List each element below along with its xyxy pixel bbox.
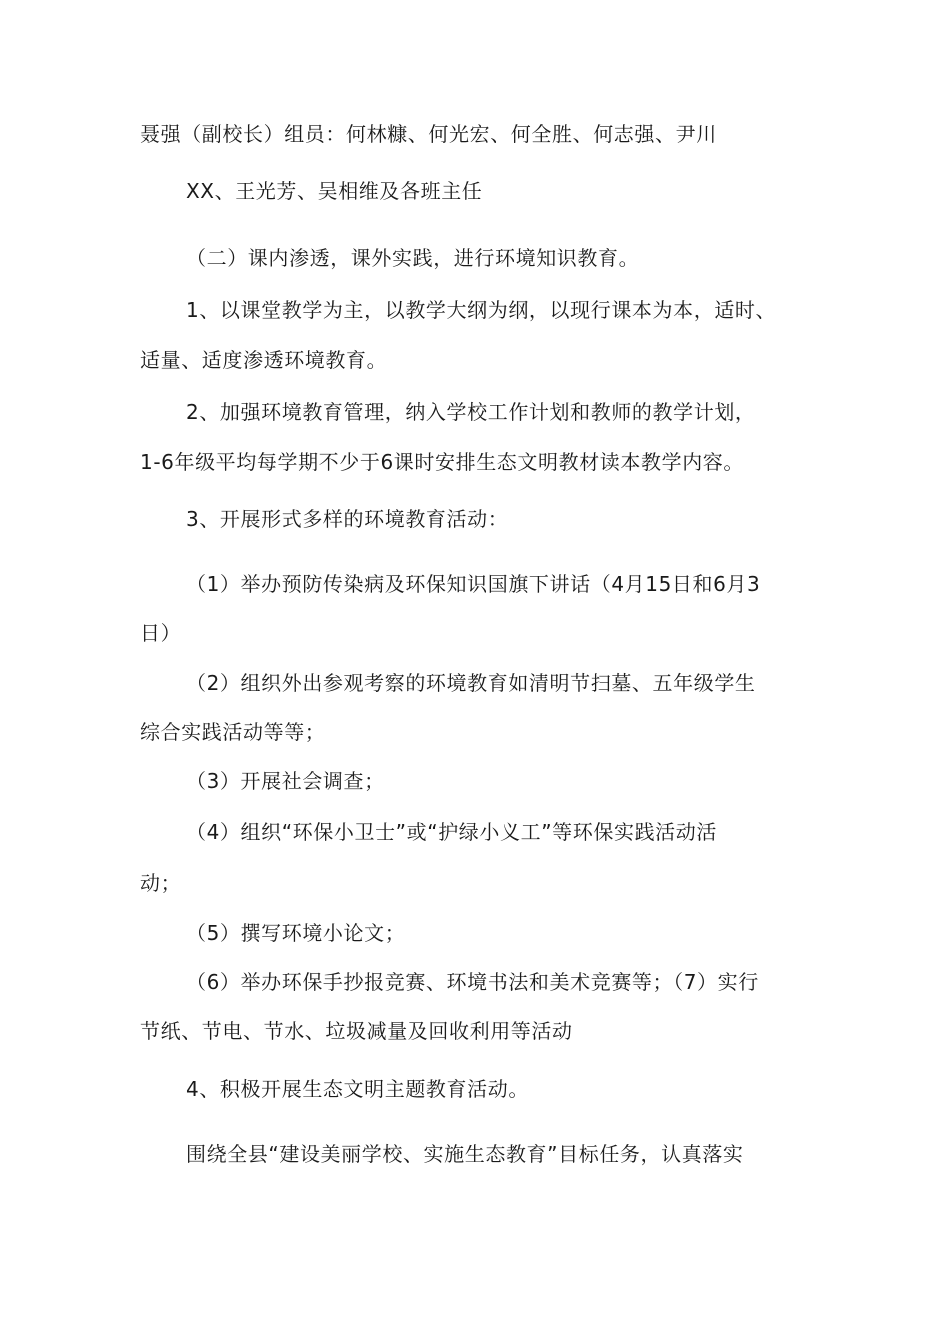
text-line: 1、以课堂教学为主，以教学大纲为纲，以现行课本为本，适时、 xyxy=(186,298,777,322)
text-line: 2、加强环境教育管理，纳入学校工作计划和教师的教学计划， xyxy=(186,400,756,424)
text-line: XX、王光芳、吴相维及各班主任 xyxy=(186,179,483,203)
text-line: （1）举办预防传染病及环保知识国旗下讲话（4月15日和6月3 xyxy=(186,572,761,596)
text-line: 3、开展形式多样的环境教育活动： xyxy=(186,507,509,531)
text-line: （二）课内渗透，课外实践，进行环境知识教育。 xyxy=(186,246,640,270)
text-line: （6）举办环保手抄报竞赛、环境书法和美术竞赛等；（7）实行 xyxy=(186,970,759,994)
text-line: 1-6年级平均每学期不少于6课时安排生态文明教材读本教学内容。 xyxy=(140,450,744,474)
text-line: 围绕全县“建设美丽学校、实施生态教育”目标任务，认真落实 xyxy=(186,1142,744,1166)
text-line: 适量、适度渗透环境教育。 xyxy=(140,348,388,372)
text-line: （3）开展社会调查； xyxy=(186,769,385,793)
text-line: 聂强（副校长）组员：何林糠、何光宏、何全胜、何志强、尹川 xyxy=(140,122,717,146)
text-line: （4）组织“环保小卫士”或“护绿小义工”等环保实践活动活 xyxy=(186,820,717,844)
text-line: 节纸、节电、节水、垃圾减量及回收利用等活动 xyxy=(140,1019,573,1043)
text-line: （2）组织外出参观考察的环境教育如清明节扫墓、五年级学生 xyxy=(186,671,756,695)
text-line: 4、积极开展生态文明主题教育活动。 xyxy=(186,1077,529,1101)
text-line: 综合实践活动等等； xyxy=(140,720,326,744)
text-line: （5）撰写环境小论文； xyxy=(186,921,406,945)
text-line: 动； xyxy=(140,871,182,895)
text-line: 日） xyxy=(140,621,182,645)
